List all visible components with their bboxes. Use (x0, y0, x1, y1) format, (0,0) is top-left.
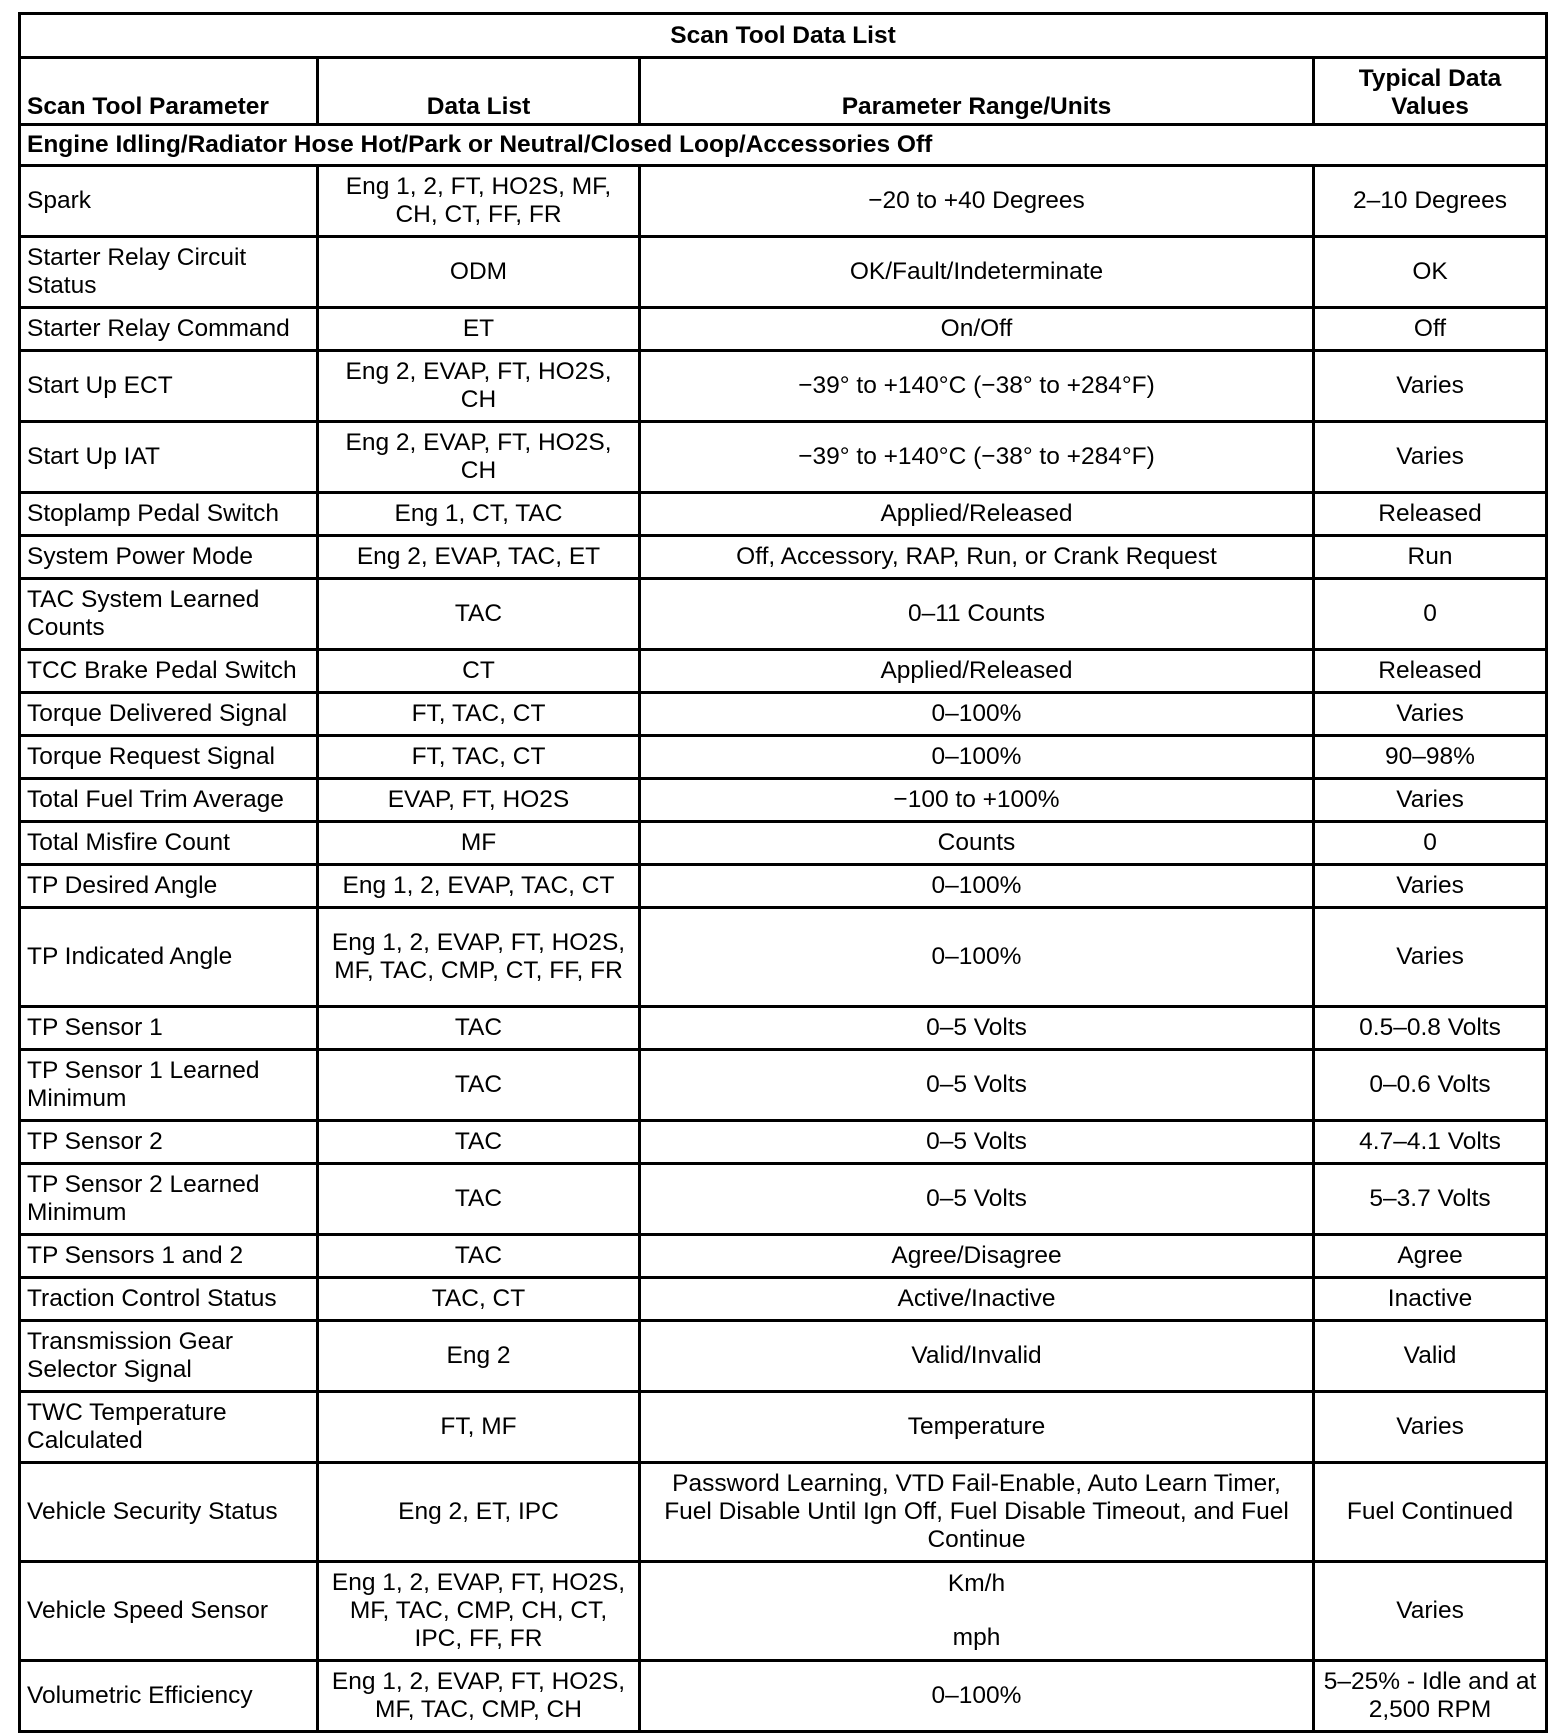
parameter-cell: TP Sensor 1 Learned Minimum (20, 1050, 318, 1121)
table-row (20, 579, 1547, 650)
parameter-cell: Traction Control Status (20, 1278, 318, 1321)
typical-cell: Varies (1314, 1392, 1547, 1463)
table-row (20, 1661, 1547, 1732)
range-cell: Password Learning, VTD Fail-Enable, Auto Learn Timer, Fuel Disable Until Ign Off, Fuel Disable Timeout, and Fuel Continue (640, 1463, 1314, 1562)
typical-cell: Inactive (1314, 1278, 1547, 1321)
parameter-cell: Starter Relay Command (20, 308, 318, 351)
parameter-cell: TWC Temperature Calculated (20, 1392, 318, 1463)
data-list-cell: FT, TAC, CT (318, 693, 640, 736)
typical-cell: 4.7–4.1 Volts (1314, 1121, 1547, 1164)
parameter-cell: Starter Relay Circuit Status (20, 237, 318, 308)
table-row (20, 1050, 1547, 1121)
typical-cell: Released (1314, 650, 1547, 693)
parameter-cell: TCC Brake Pedal Switch (20, 650, 318, 693)
parameter-cell: Vehicle Speed Sensor (20, 1562, 318, 1661)
range-cell: −100 to +100% (640, 779, 1314, 822)
typical-cell: Released (1314, 493, 1547, 536)
range-cell: Active/Inactive (640, 1278, 1314, 1321)
data-list-cell: Eng 1, 2, EVAP, TAC, CT (318, 865, 640, 908)
table-row (20, 1121, 1547, 1164)
typical-cell: 0 (1314, 579, 1547, 650)
typical-cell: OK (1314, 237, 1547, 308)
data-list-cell: FT, TAC, CT (318, 736, 640, 779)
parameter-cell: Total Misfire Count (20, 822, 318, 865)
typical-cell: Varies (1314, 693, 1547, 736)
data-list-cell: FT, MF (318, 1392, 640, 1463)
parameter-cell: TAC System Learned Counts (20, 579, 318, 650)
header-typical-values: Typical Data Values (1314, 58, 1547, 125)
data-list-cell: Eng 1, 2, EVAP, FT, HO2S, MF, TAC, CMP, CH, CT, IPC, FF, FR (318, 1562, 640, 1661)
parameter-cell: TP Desired Angle (20, 865, 318, 908)
parameter-cell: Spark (20, 166, 318, 237)
data-list-cell: TAC (318, 1121, 640, 1164)
typical-cell: Varies (1314, 908, 1547, 1007)
table-row (20, 351, 1547, 422)
header-data-list: Data List (318, 58, 640, 125)
table-row (20, 493, 1547, 536)
table-row (20, 779, 1547, 822)
table-row (20, 1278, 1547, 1321)
table-row (20, 1562, 1547, 1661)
table-row (20, 422, 1547, 493)
parameter-cell: TP Sensor 1 (20, 1007, 318, 1050)
data-table (18, 12, 1548, 1733)
table-row (20, 166, 1547, 237)
range-cell: 0–11 Counts (640, 579, 1314, 650)
table-row (20, 237, 1547, 308)
parameter-cell: Vehicle Security Status (20, 1463, 318, 1562)
range-cell: 0–100% (640, 693, 1314, 736)
typical-cell: Off (1314, 308, 1547, 351)
section-row (20, 125, 1547, 166)
table-row (20, 1463, 1547, 1562)
table-row (20, 822, 1547, 865)
range-cell: Off, Accessory, RAP, Run, or Crank Request (640, 536, 1314, 579)
typical-cell: Valid (1314, 1321, 1547, 1392)
table-row (20, 536, 1547, 579)
range-cell: 0–100% (640, 865, 1314, 908)
table-row (20, 1392, 1547, 1463)
range-cell: Valid/Invalid (640, 1321, 1314, 1392)
data-list-cell: CT (318, 650, 640, 693)
range-cell: Agree/Disagree (640, 1235, 1314, 1278)
parameter-cell: TP Sensor 2 (20, 1121, 318, 1164)
header-row (20, 58, 1547, 125)
typical-cell: Agree (1314, 1235, 1547, 1278)
parameter-cell: Volumetric Efficiency (20, 1661, 318, 1732)
typical-cell: Varies (1314, 779, 1547, 822)
data-list-cell: EVAP, FT, HO2S (318, 779, 640, 822)
range-cell: Applied/Released (640, 493, 1314, 536)
table-row (20, 308, 1547, 351)
table-title: Scan Tool Data List (20, 14, 1547, 58)
typical-cell: 0 (1314, 822, 1547, 865)
parameter-cell: Total Fuel Trim Average (20, 779, 318, 822)
table-row (20, 736, 1547, 779)
data-list-cell: TAC (318, 1164, 640, 1235)
table-row (20, 1007, 1547, 1050)
table-row (20, 693, 1547, 736)
range-cell: −20 to +40 Degrees (640, 166, 1314, 237)
range-cell: Applied/Released (640, 650, 1314, 693)
range-cell: 0–5 Volts (640, 1007, 1314, 1050)
data-list-cell: Eng 1, CT, TAC (318, 493, 640, 536)
range-cell: 0–5 Volts (640, 1121, 1314, 1164)
typical-cell: Run (1314, 536, 1547, 579)
typical-cell: Varies (1314, 422, 1547, 493)
typical-cell: 2–10 Degrees (1314, 166, 1547, 237)
data-list-cell: TAC (318, 1007, 640, 1050)
table-row (20, 865, 1547, 908)
parameter-cell: Stoplamp Pedal Switch (20, 493, 318, 536)
header-parameter: Scan Tool Parameter (20, 58, 318, 125)
table-row (20, 1235, 1547, 1278)
table-row (20, 908, 1547, 1007)
data-list-cell: ODM (318, 237, 640, 308)
typical-cell: Varies (1314, 1562, 1547, 1661)
table-row (20, 650, 1547, 693)
table-row (20, 1321, 1547, 1392)
range-stack (647, 1570, 1306, 1652)
range-cell: −39° to +140°C (−38° to +284°F) (640, 422, 1314, 493)
range-cell: −39° to +140°C (−38° to +284°F) (640, 351, 1314, 422)
data-list-cell: Eng 1, 2, EVAP, FT, HO2S, MF, TAC, CMP, CT, FF, FR (318, 908, 640, 1007)
data-list-cell: TAC (318, 579, 640, 650)
typical-cell: Varies (1314, 351, 1547, 422)
range-cell: 0–100% (640, 736, 1314, 779)
table-row (20, 1164, 1547, 1235)
typical-cell: 5–25% - Idle and at 2,500 RPM (1314, 1661, 1547, 1732)
parameter-cell: Torque Request Signal (20, 736, 318, 779)
data-list-cell: TAC, CT (318, 1278, 640, 1321)
data-list-cell: Eng 1, 2, EVAP, FT, HO2S, MF, TAC, CMP, CH (318, 1661, 640, 1732)
typical-cell: 0–0.6 Volts (1314, 1050, 1547, 1121)
header-range-units: Parameter Range/Units (640, 58, 1314, 125)
range-top: Km/h (947, 1570, 1006, 1597)
range-cell: 0–5 Volts (640, 1164, 1314, 1235)
typical-cell: 90–98% (1314, 736, 1547, 779)
parameter-cell: TP Sensor 2 Learned Minimum (20, 1164, 318, 1235)
range-cell: 0–100% (640, 1661, 1314, 1732)
typical-cell: Varies (1314, 865, 1547, 908)
data-list-cell: TAC (318, 1050, 640, 1121)
data-list-cell: Eng 2 (318, 1321, 640, 1392)
parameter-cell: System Power Mode (20, 536, 318, 579)
range-cell (640, 1562, 1314, 1661)
range-cell: OK/Fault/Indeterminate (640, 237, 1314, 308)
section-label: Engine Idling/Radiator Hose Hot/Park or Neutral/Closed Loop/Accessories Off (20, 125, 1547, 166)
typical-cell: 0.5–0.8 Volts (1314, 1007, 1547, 1050)
parameter-cell: Start Up IAT (20, 422, 318, 493)
title-row (20, 14, 1547, 58)
data-list-cell: Eng 1, 2, FT, HO2S, MF, CH, CT, FF, FR (318, 166, 640, 237)
parameter-cell: TP Sensors 1 and 2 (20, 1235, 318, 1278)
parameter-cell: TP Indicated Angle (20, 908, 318, 1007)
range-cell: 0–100% (640, 908, 1314, 1007)
parameter-cell: Torque Delivered Signal (20, 693, 318, 736)
parameter-cell: Start Up ECT (20, 351, 318, 422)
range-cell: On/Off (640, 308, 1314, 351)
typical-cell: Fuel Continued (1314, 1463, 1547, 1562)
data-list-cell: MF (318, 822, 640, 865)
data-list-cell: Eng 2, ET, IPC (318, 1463, 640, 1562)
range-bottom: mph (952, 1624, 1001, 1651)
range-cell: Temperature (640, 1392, 1314, 1463)
parameter-cell: Transmission Gear Selector Signal (20, 1321, 318, 1392)
data-list-cell: Eng 2, EVAP, FT, HO2S, CH (318, 422, 640, 493)
range-cell: 0–5 Volts (640, 1050, 1314, 1121)
data-list-cell: ET (318, 308, 640, 351)
data-list-cell: Eng 2, EVAP, FT, HO2S, CH (318, 351, 640, 422)
typical-cell: 5–3.7 Volts (1314, 1164, 1547, 1235)
data-list-cell: Eng 2, EVAP, TAC, ET (318, 536, 640, 579)
range-cell: Counts (640, 822, 1314, 865)
scan-tool-data-list (18, 12, 1545, 1733)
data-list-cell: TAC (318, 1235, 640, 1278)
